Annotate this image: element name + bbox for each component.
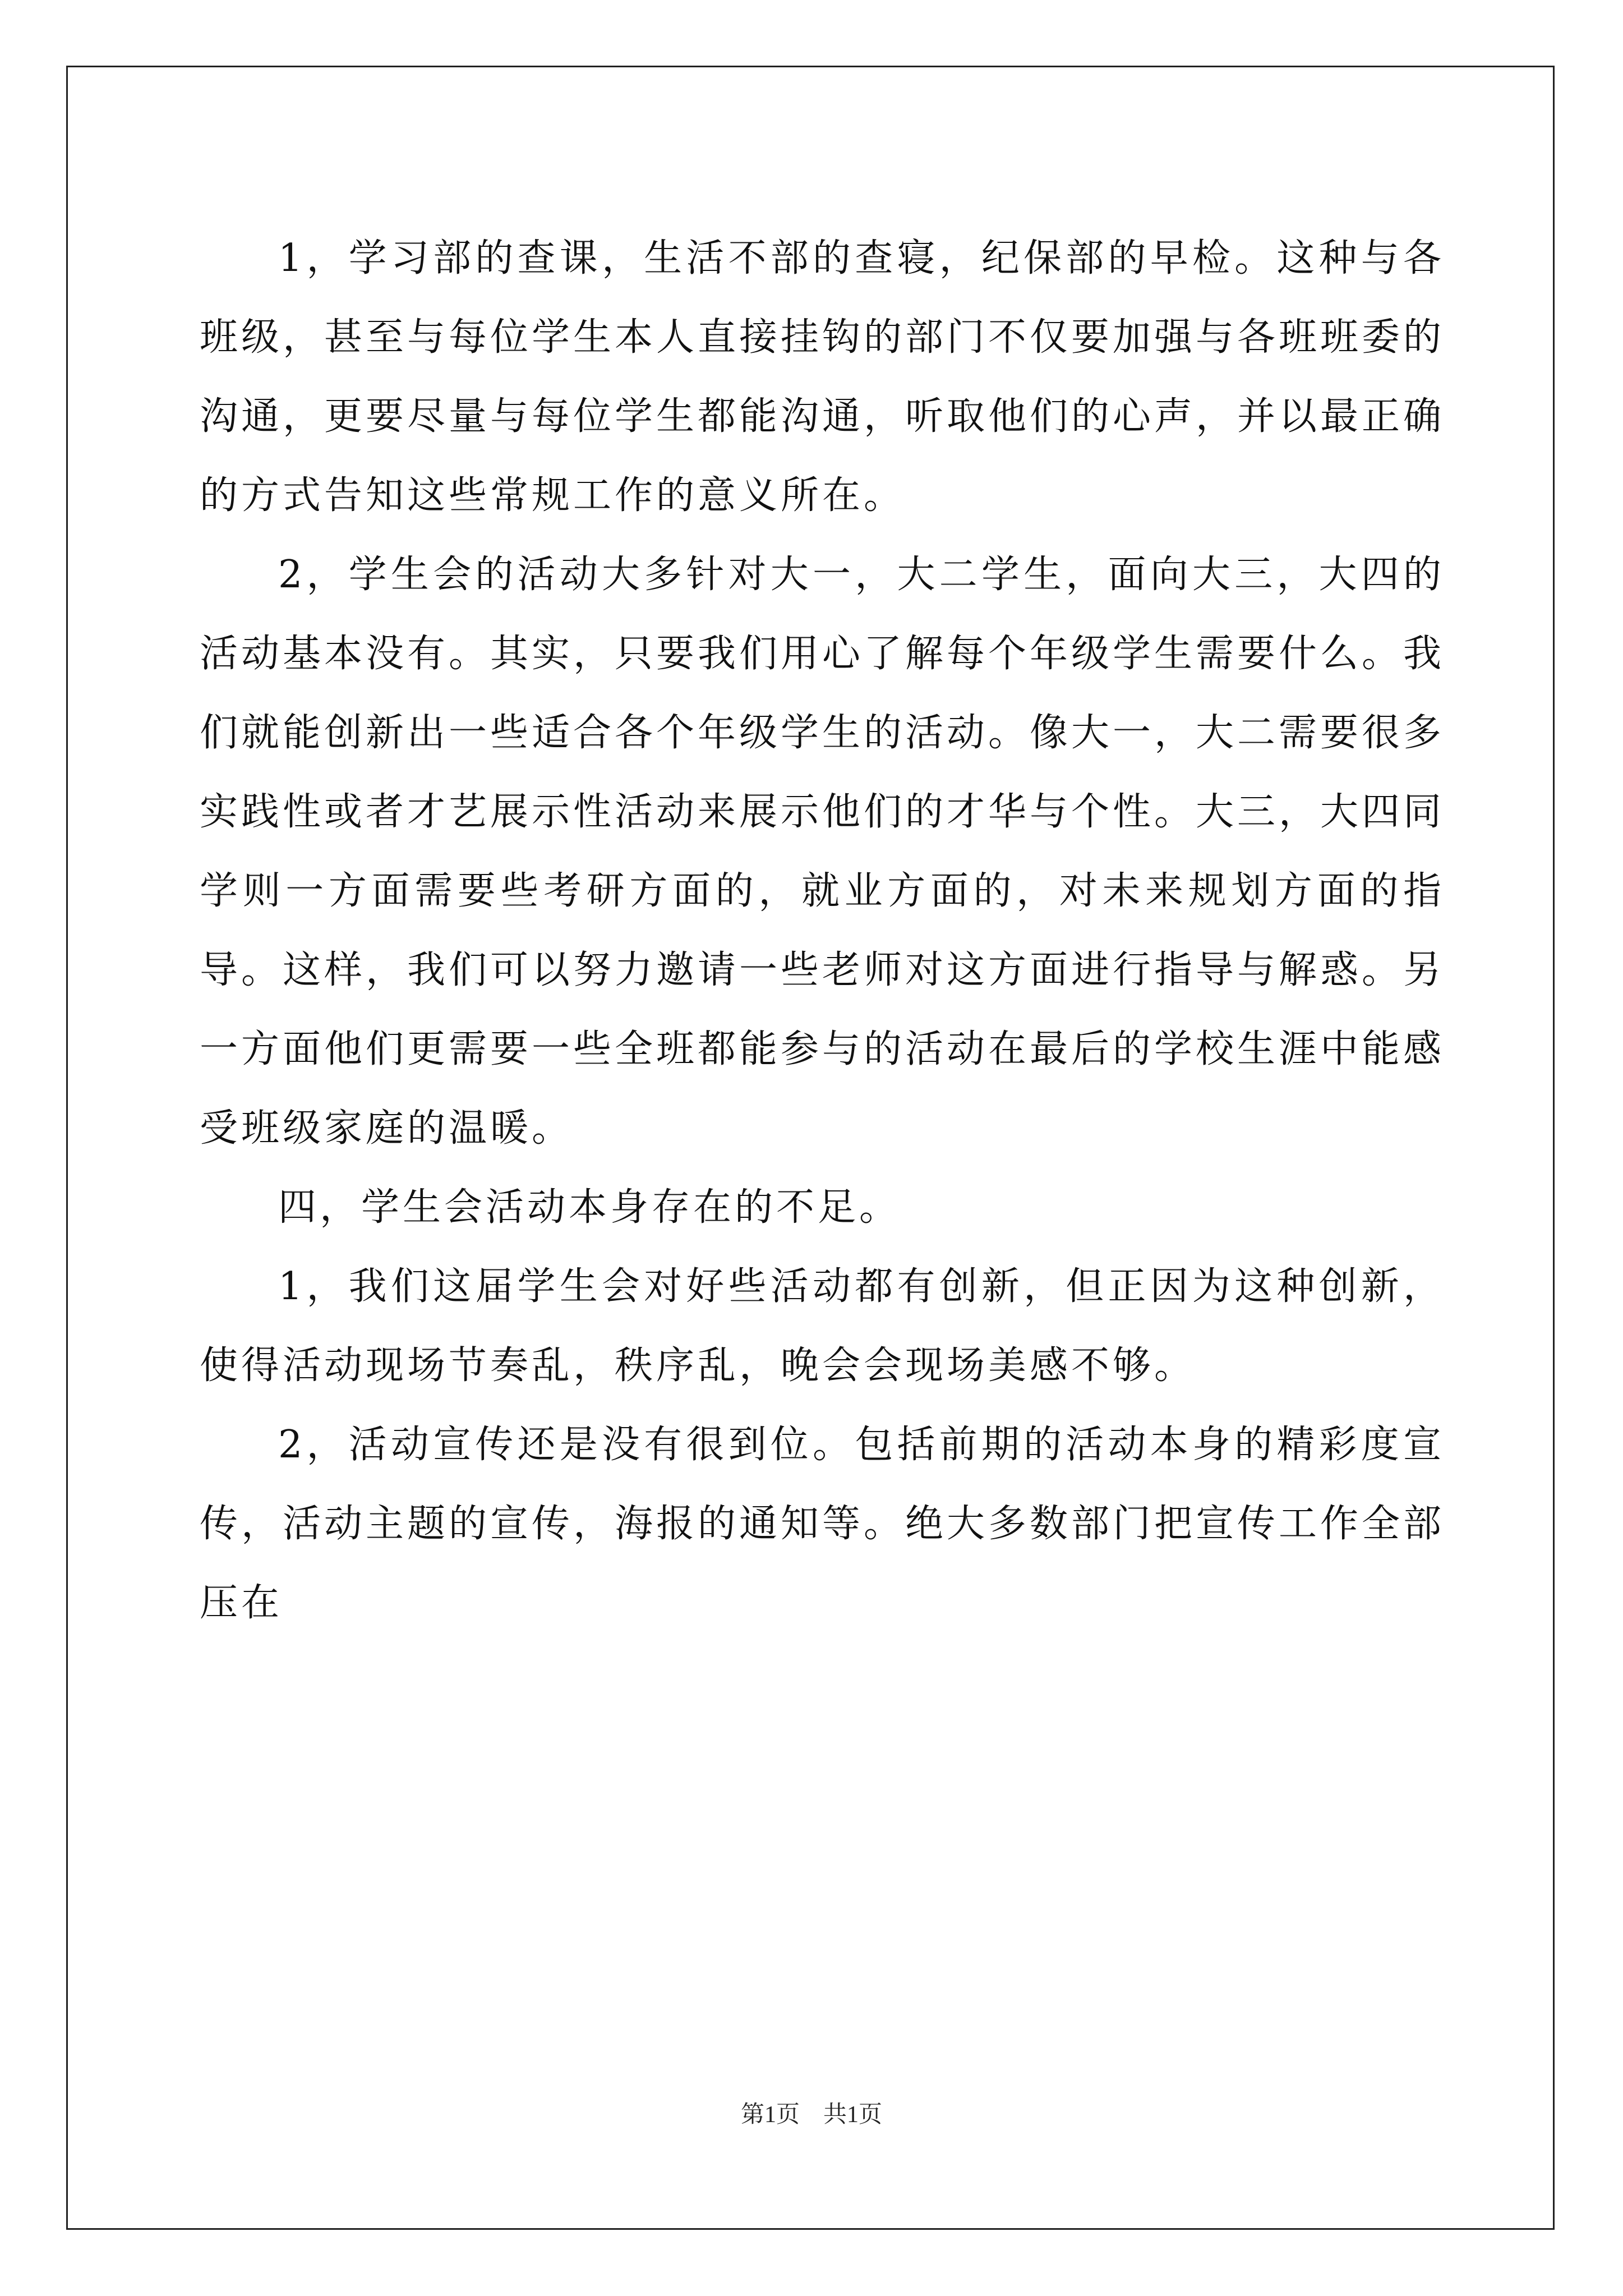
document-body [200, 219, 1445, 1642]
paragraph-1: 1，学习部的查课，生活不部的查寝，纪保部的早检。这种与各班级，甚至与每位学生本人直接挂钩的部门不仅要加强与各班班委的沟通，更要尽量与每位学生都能沟通，听取他们的心声，并以最正确的方式告知这些常规工作的意义所在。 [200, 236, 1445, 518]
paragraph-4: 1，我们这届学生会对好些活动都有创新，但正因为这种创新，使得活动现场节奏乱，秩序乱，晚会会现场美感不够。 [200, 1264, 1445, 1388]
paragraph-2: 2，学生会的活动大多针对大一，大二学生，面向大三，大四的活动基本没有。其实，只要我们用心了解每个年级学生需要什么。我们就能创新出一些适合各个年级学生的活动。像大一，大二需要很多实践性或者才艺展示性活动来展示他们的才华与个性。大三，大四同学则一方面需要些考研方面的，就业方面的，对未来规划方面的指导。这样，我们可以努力邀请一些老师对这方面进行指导与解惑。另一方面他们更需要一些全班都能参与的活动在最后的学校生涯中能感受班级家庭的温暖。 [200, 553, 1445, 1151]
paragraph-3: 四，学生会活动本身存在的不足。 [278, 1185, 901, 1230]
paragraph-5: 2，活动宣传还是没有很到位。包括前期的活动本身的精彩度宣传，活动主题的宣传，海报的通知等。绝大多数部门把宣传工作全部压在 [200, 1423, 1445, 1625]
page-footer: 第1页 共1页 [740, 2102, 882, 2128]
